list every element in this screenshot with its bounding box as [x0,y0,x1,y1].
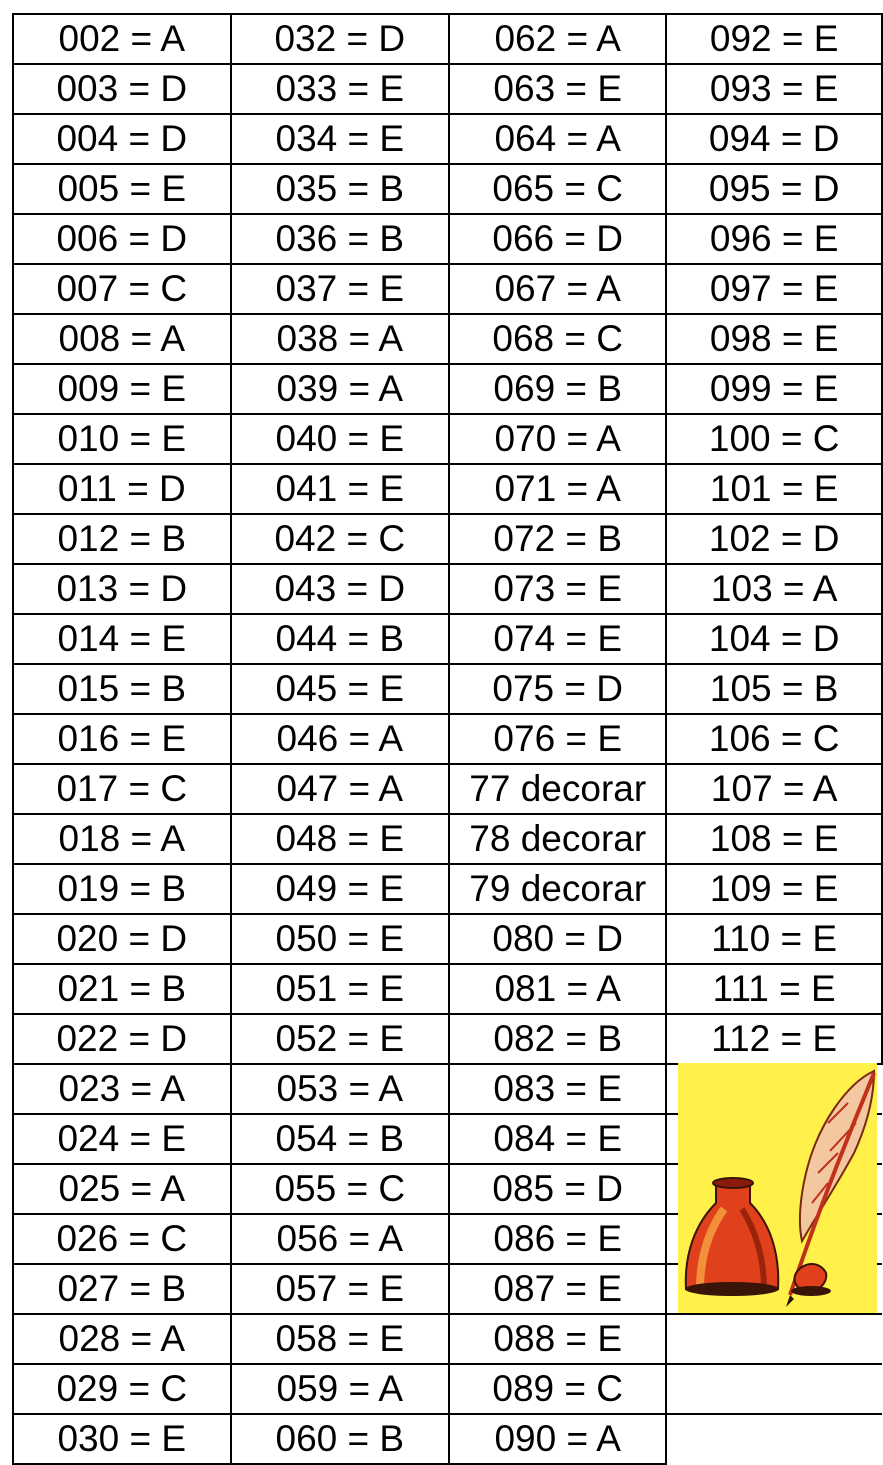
empty-cell [666,1364,882,1414]
answer-cell: 103 = A [666,564,882,614]
answer-cell: 065 = C [449,164,666,214]
answer-cell: 014 = E [13,614,231,664]
answer-cell: 043 = D [231,564,450,614]
answer-cell: 108 = E [666,814,882,864]
answer-cell: 058 = E [231,1314,450,1364]
answer-cell: 051 = E [231,964,450,1014]
answer-row [13,364,882,414]
answer-cell: 066 = D [449,214,666,264]
answer-cell: 054 = B [231,1114,450,1164]
answer-cell: 052 = E [231,1014,450,1064]
answer-cell: 023 = A [13,1064,231,1114]
answer-cell: 015 = B [13,664,231,714]
answer-cell: 037 = E [231,264,450,314]
answer-cell: 098 = E [666,314,882,364]
answer-cell: 111 = E [666,964,882,1014]
answer-row [13,414,882,464]
answer-cell: 094 = D [666,114,882,164]
answer-cell: 024 = E [13,1114,231,1164]
answer-cell: 059 = A [231,1364,450,1414]
answer-row [13,214,882,264]
answer-cell: 007 = C [13,264,231,314]
answer-cell: 042 = C [231,514,450,564]
answer-cell: 048 = E [231,814,450,864]
answer-row [13,1364,882,1414]
answer-cell: 022 = D [13,1014,231,1064]
answer-cell: 088 = E [449,1314,666,1364]
answer-cell: 047 = A [231,764,450,814]
answer-cell: 083 = E [449,1064,666,1114]
answer-cell: 046 = A [231,714,450,764]
inkwell-quill-icon [678,1063,877,1313]
answer-row [13,664,882,714]
answer-cell: 021 = B [13,964,231,1014]
answer-cell: 016 = E [13,714,231,764]
answer-cell: 038 = A [231,314,450,364]
answer-cell: 105 = B [666,664,882,714]
answer-cell: 019 = B [13,864,231,914]
answer-row [13,64,882,114]
answer-cell: 008 = A [13,314,231,364]
answer-cell: 063 = E [449,64,666,114]
answer-cell: 056 = A [231,1214,450,1264]
answer-cell: 087 = E [449,1264,666,1314]
answer-cell: 028 = A [13,1314,231,1364]
answer-cell: 017 = C [13,764,231,814]
answer-cell: 036 = B [231,214,450,264]
answer-cell: 062 = A [449,14,666,64]
answer-cell: 002 = A [13,14,231,64]
answer-cell: 100 = C [666,414,882,464]
answer-cell: 050 = E [231,914,450,964]
answer-cell: 097 = E [666,264,882,314]
answer-cell: 081 = A [449,964,666,1014]
answer-row [13,164,882,214]
answer-cell: 096 = E [666,214,882,264]
answer-row [13,814,882,864]
answer-cell: 049 = E [231,864,450,914]
answer-cell: 010 = E [13,414,231,464]
answer-cell: 095 = D [666,164,882,214]
answer-row [13,1014,882,1064]
answer-cell: 034 = E [231,114,450,164]
answer-cell: 068 = C [449,314,666,364]
answer-cell: 025 = A [13,1164,231,1214]
answer-cell: 069 = B [449,364,666,414]
answer-cell: 033 = E [231,64,450,114]
answer-cell: 029 = C [13,1364,231,1414]
answer-cell: 076 = E [449,714,666,764]
answer-cell: 080 = D [449,914,666,964]
answer-cell: 064 = A [449,114,666,164]
answer-row [13,514,882,564]
answer-cell: 041 = E [231,464,450,514]
answer-cell: 055 = C [231,1164,450,1214]
answer-cell: 013 = D [13,564,231,614]
answer-cell: 039 = A [231,364,450,414]
answer-row [13,614,882,664]
answer-cell: 072 = B [449,514,666,564]
answer-cell: 101 = E [666,464,882,514]
answer-cell: 110 = E [666,914,882,964]
answer-cell: 030 = E [13,1414,231,1464]
answer-cell: 109 = E [666,864,882,914]
answer-cell: 009 = E [13,364,231,414]
answer-cell: 092 = E [666,14,882,64]
answer-cell: 77 decorar [449,764,666,814]
answer-row [13,564,882,614]
answer-cell: 086 = E [449,1214,666,1264]
answer-cell: 085 = D [449,1164,666,1214]
answer-cell: 79 decorar [449,864,666,914]
empty-cell [666,1414,882,1464]
answer-cell: 089 = C [449,1364,666,1414]
answer-cell: 003 = D [13,64,231,114]
answer-cell: 074 = E [449,614,666,664]
answer-cell: 026 = C [13,1214,231,1264]
answer-cell: 071 = A [449,464,666,514]
answer-cell: 106 = C [666,714,882,764]
answer-cell: 044 = B [231,614,450,664]
inkwell-quill-illustration [678,1063,877,1313]
answer-cell: 011 = D [13,464,231,514]
empty-cell [666,1314,882,1364]
answer-cell: 060 = B [231,1414,450,1464]
answer-cell: 112 = E [666,1014,882,1064]
answer-cell: 104 = D [666,614,882,664]
answer-cell: 027 = B [13,1264,231,1314]
answer-cell: 006 = D [13,214,231,264]
answer-cell: 073 = E [449,564,666,614]
answer-cell: 018 = A [13,814,231,864]
answer-row [13,1314,882,1364]
answer-cell: 102 = D [666,514,882,564]
answer-cell: 067 = A [449,264,666,314]
answer-row [13,264,882,314]
answer-cell: 045 = E [231,664,450,714]
answer-cell: 053 = A [231,1064,450,1114]
answer-cell: 107 = A [666,764,882,814]
answer-row [13,864,882,914]
answer-cell: 070 = A [449,414,666,464]
answer-row [13,764,882,814]
answer-row [13,114,882,164]
answer-row [13,914,882,964]
answer-row [13,314,882,364]
answer-cell: 090 = A [449,1414,666,1464]
answer-row [13,964,882,1014]
answer-row [13,14,882,64]
answer-cell: 082 = B [449,1014,666,1064]
answer-cell: 020 = D [13,914,231,964]
answer-cell: 004 = D [13,114,231,164]
answer-cell: 78 decorar [449,814,666,864]
answer-cell: 005 = E [13,164,231,214]
answer-row [13,464,882,514]
answer-cell: 084 = E [449,1114,666,1164]
answer-cell: 057 = E [231,1264,450,1314]
answer-cell: 040 = E [231,414,450,464]
answer-cell: 035 = B [231,164,450,214]
answer-cell: 012 = B [13,514,231,564]
answer-row [13,1414,882,1464]
answer-cell: 093 = E [666,64,882,114]
answer-row [13,714,882,764]
answer-cell: 032 = D [231,14,450,64]
answer-cell: 099 = E [666,364,882,414]
answer-cell: 075 = D [449,664,666,714]
